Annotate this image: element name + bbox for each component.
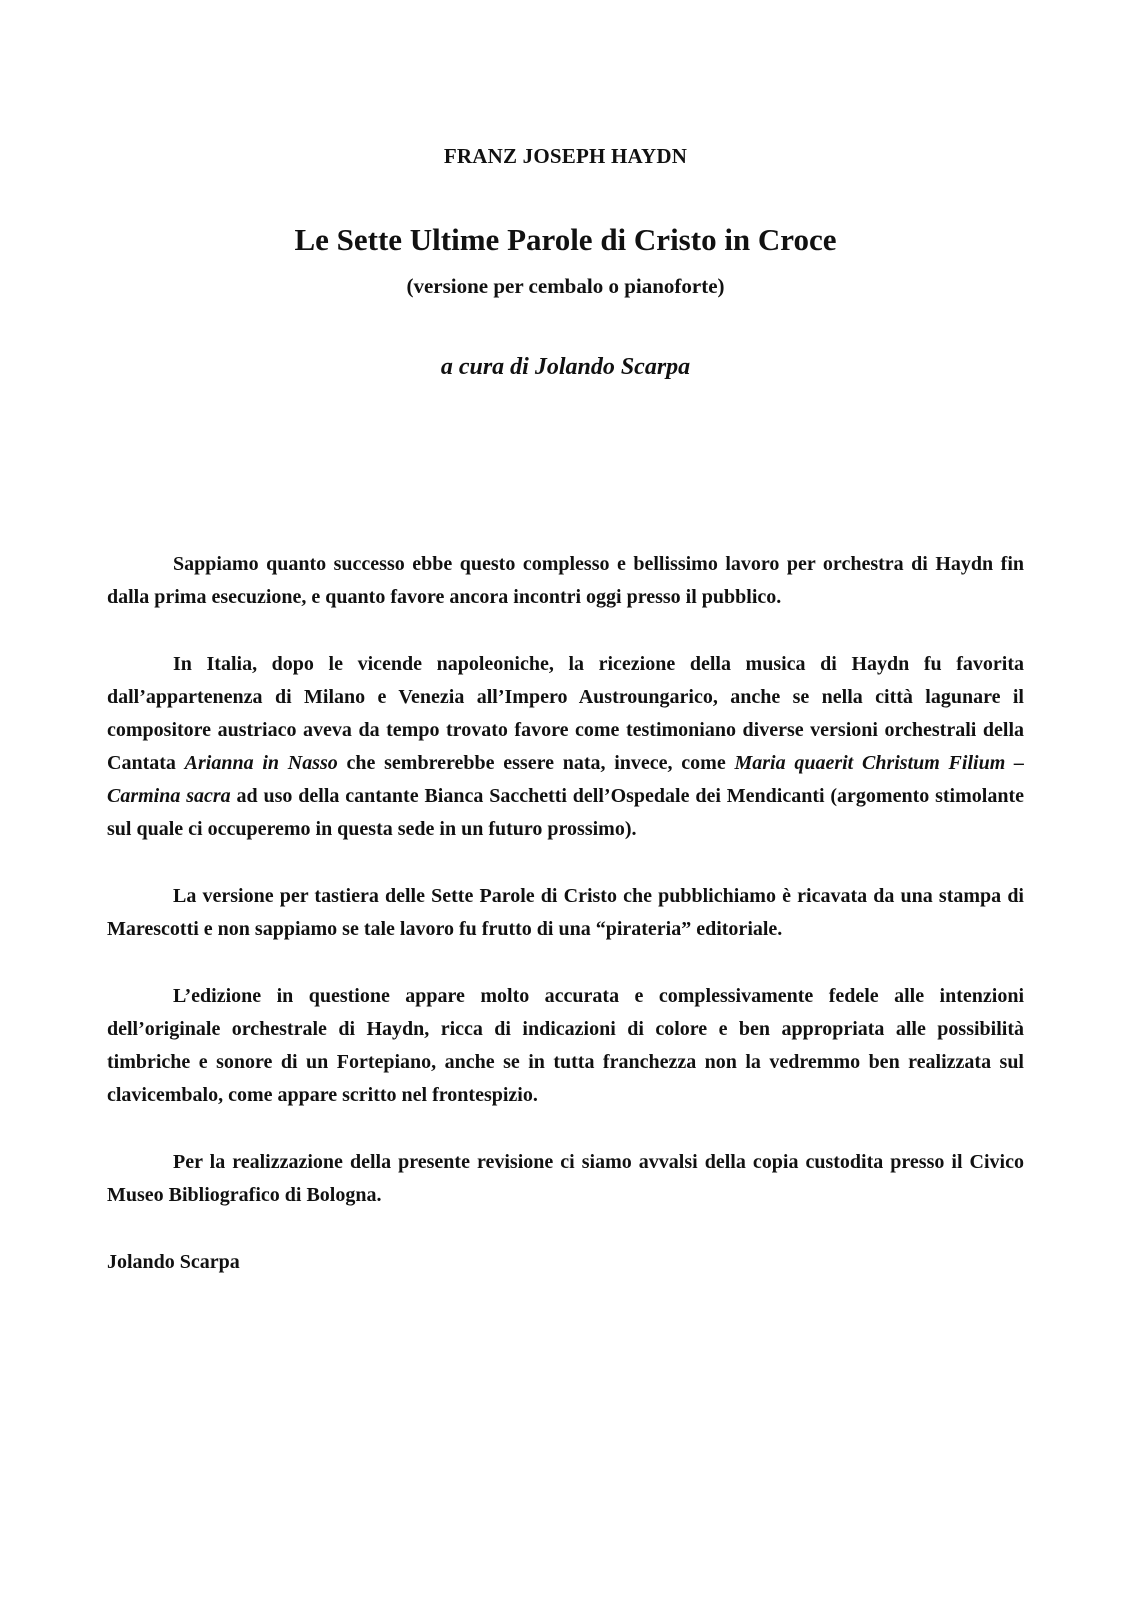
composer-name: FRANZ JOSEPH HAYDN xyxy=(443,144,688,168)
paragraph-2 xyxy=(107,648,1024,846)
signature: Jolando Scarpa xyxy=(107,1251,240,1273)
paragraph-2-part-3: ad uso della cantante Bianca Sacchetti dell’Ospedale dei Mendicanti (argomento stimolante sul quale ci occuperemo in questa sede in un futuro prossimo). xyxy=(107,785,1024,840)
paragraph-2-part-2: che sembrerebbe essere nata, invece, come xyxy=(337,752,735,774)
document-title: Le Sette Ultime Parole di Cristo in Croce xyxy=(294,222,837,257)
document-subtitle: (versione per cembalo o pianoforte) xyxy=(406,274,725,298)
body-text xyxy=(107,548,1024,1313)
paragraph-4: L’edizione in questione appare molto accurata e complessivamente fedele alle intenzioni dell’originale orchestrale di Haydn, ricca di indicazioni di colore e ben appropriata alle possibilità timbriche e sonore di un Fortepiano, anche se in tutta franchezza non la vedremmo ben realizzata sul clavicembalo, come appare scritto nel frontespizio. xyxy=(107,985,1024,1106)
editor-credit: a cura di Jolando Scarpa xyxy=(440,354,691,380)
paragraph-1: Sappiamo quanto successo ebbe questo complesso e bellissimo lavoro per orchestra di Haydn fin dalla prima esecuzione, e quanto favore ancora incontri oggi presso il pubblico. xyxy=(107,553,1024,608)
work-title-maria-quaerit: Maria quaerit Christum Filium – Carmina sacra xyxy=(107,752,1024,807)
paragraph-5: Per la realizzazione della presente revisione ci siamo avvalsi della copia custodita presso il Civico Museo Bibliografico di Bologna. xyxy=(107,1151,1024,1206)
paragraph-2-part-1: In Italia, dopo le vicende napoleoniche, la ricezione della musica di Haydn fu favorita dall’appartenenza di Milano e Venezia all’Impero Austroungarico, anche se nella città lagunare il compositore austriaco aveva da tempo trovato favore come testimoniano diverse versioni orchestrali della Cantata xyxy=(107,653,1024,774)
paragraph-3: La versione per tastiera delle Sette Parole di Cristo che pubblichiamo è ricavata da una stampa di Marescotti e non sappiamo se tale lavoro fu frutto di una “pirateria” editoriale. xyxy=(107,885,1024,940)
work-title-arianna: Arianna in Nasso xyxy=(184,752,338,774)
